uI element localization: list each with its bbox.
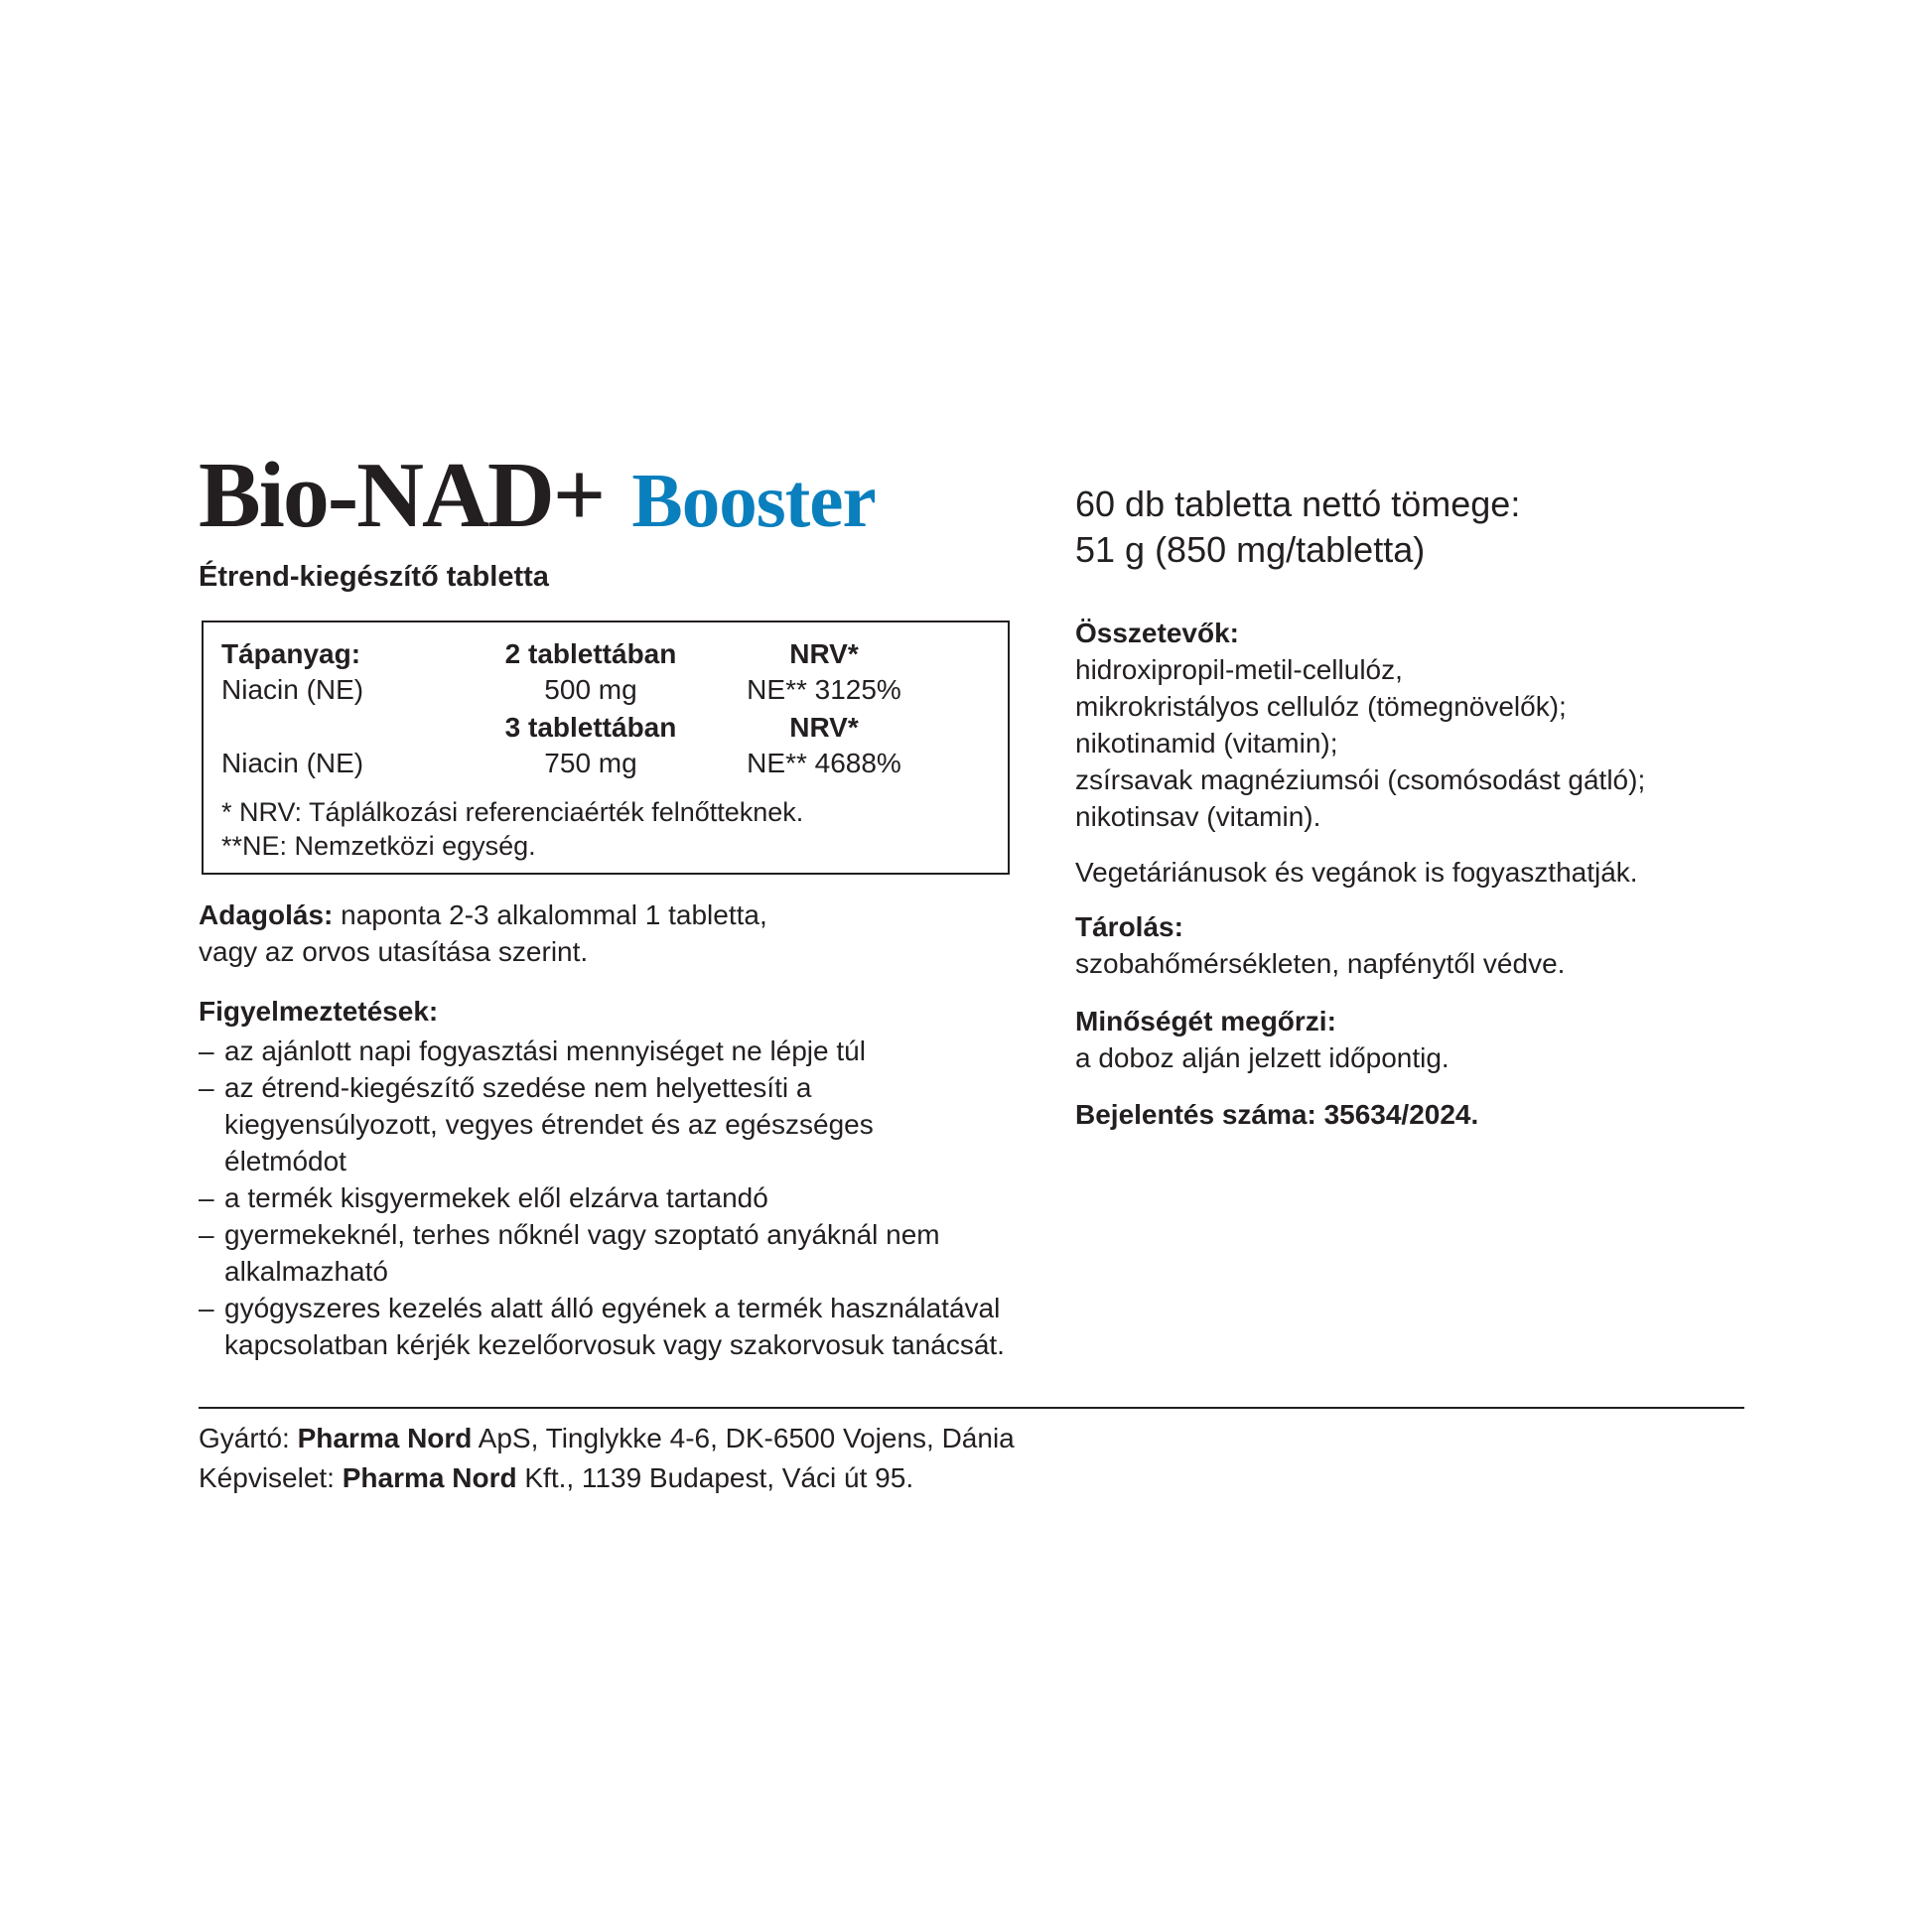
manufacturer-label: Gyártó: <box>199 1423 298 1453</box>
ingredient-line: nikotinsav (vitamin). <box>1075 801 1321 832</box>
ingredient-line: hidroxipropil-metil-cellulóz, <box>1075 654 1403 685</box>
representative-company: Pharma Nord <box>342 1462 517 1493</box>
representative-address: Kft., 1139 Budapest, Váci út 95. <box>516 1462 914 1493</box>
representative <box>199 1459 913 1496</box>
nutrition-table <box>202 621 1010 875</box>
dose-header-3: 3 tablettában <box>504 712 677 743</box>
registration-number: Bejelentés száma: 35634/2024. <box>1075 1099 1479 1130</box>
storage-heading: Tárolás: <box>1075 911 1183 942</box>
footnote-ne: **NE: Nemzetközi egység. <box>221 831 536 861</box>
storage-text: szobahőmérsékleten, napfénytől védve. <box>1075 948 1566 979</box>
warning-item: – az étrend-kiegészítő szedése nem helyettesíti a kiegyensúlyozott, vegyes étrendet és az egészséges életmódot <box>199 1069 999 1179</box>
best-before-text: a doboz alján jelzett időpontig. <box>1075 1042 1449 1073</box>
ingredients <box>1075 615 1645 835</box>
warning-item: – az ajánlott napi fogyasztási mennyiséget ne lépje túl <box>199 1033 1048 1069</box>
warnings-heading: Figyelmeztetések: <box>199 996 439 1027</box>
nutrient-name-2: Niacin (NE) <box>221 748 364 778</box>
dosage-line-1: naponta 2-3 alkalommal 1 tabletta, <box>333 899 767 930</box>
best-before-heading: Minőségét megőrzi: <box>1075 1006 1336 1036</box>
warning-item: – a termék kisgyermekek elől elzárva tartandó <box>199 1179 1048 1216</box>
dosage-label: Adagolás: <box>199 899 334 930</box>
net-weight <box>1075 482 1520 573</box>
product-name-accent: Booster <box>631 458 876 543</box>
dosage-line-2: vagy az orvos utasítása szerint. <box>199 936 589 967</box>
product-subtitle: Étrend-kiegészítő tabletta <box>199 561 549 593</box>
footnote-nrv: * NRV: Táplálkozási referenciaérték felnőtteknek. <box>221 797 804 827</box>
net-weight-line-1: 60 db tabletta nettó tömege: <box>1075 483 1521 524</box>
dosage <box>199 897 767 970</box>
ingredient-line: zsírsavak magnéziumsói (csomósodást gátló); <box>1075 764 1646 795</box>
manufacturer-company: Pharma Nord <box>297 1423 473 1453</box>
nutrient-nrv-1: NE** 3125% <box>747 674 901 705</box>
warning-item: – gyermekeknél, terhes nőknél vagy szoptató anyáknál nem alkalmazható <box>199 1216 999 1290</box>
nutrient-header: Tápanyag: <box>221 638 361 669</box>
nutrient-amount-1: 500 mg <box>544 674 637 705</box>
product-name: Bio-NAD+ <box>199 444 605 547</box>
nutrient-name-1: Niacin (NE) <box>221 674 364 705</box>
representative-label: Képviselet: <box>199 1462 343 1493</box>
manufacturer <box>199 1420 1015 1456</box>
nutrient-nrv-2: NE** 4688% <box>747 748 901 778</box>
storage <box>1075 908 1565 982</box>
net-weight-line-2: 51 g (850 mg/tabletta) <box>1075 529 1426 570</box>
vegan-note: Vegetáriánusok és vegánok is fogyaszthatják. <box>1075 857 1638 888</box>
nrv-header-2: NRV* <box>789 712 859 743</box>
dose-header-2: 2 tablettában <box>504 638 677 669</box>
ingredient-line: mikrokristályos cellulóz (tömegnövelők); <box>1075 691 1567 722</box>
warning-item: – gyógyszeres kezelés alatt álló egyének a termék használatával kapcsolatban kérjék kezelőorvosuk vagy szakorvosuk tanácsát. <box>199 1290 1029 1363</box>
best-before <box>1075 1003 1449 1076</box>
warnings-list <box>199 1033 1048 1363</box>
nrv-header-1: NRV* <box>789 638 859 669</box>
product-title <box>199 444 876 547</box>
ingredient-line: nikotinamid (vitamin); <box>1075 728 1338 759</box>
nutrient-amount-2: 750 mg <box>544 748 637 778</box>
divider <box>199 1407 1744 1409</box>
ingredients-heading: Összetevők: <box>1075 618 1239 648</box>
manufacturer-address: ApS, Tinglykke 4-6, DK-6500 Vojens, Dánia <box>472 1423 1015 1453</box>
